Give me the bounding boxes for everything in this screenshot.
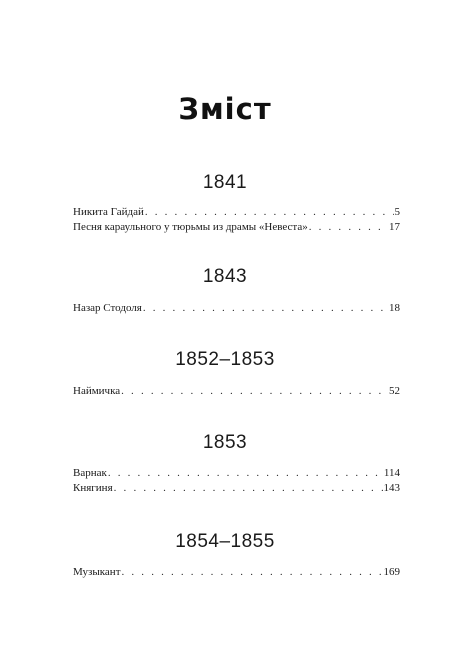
section-entries: [73, 205, 400, 235]
toc-entry-title: Никита Гайдай: [73, 206, 144, 218]
section-year: 1841: [202, 172, 248, 193]
leader-dots: [143, 301, 388, 316]
toc-entry[interactable]: [73, 205, 400, 220]
toc-entry[interactable]: [73, 565, 400, 580]
toc-entry-title: Варнак: [73, 467, 107, 479]
section-year: 1854–1855: [175, 531, 275, 552]
toc-entry-page: 17: [389, 221, 400, 233]
leader-dots: [108, 466, 383, 481]
leader-dots: [114, 481, 383, 496]
leader-dots: [121, 384, 388, 399]
section-entries: [73, 301, 400, 316]
leader-dots: [309, 220, 388, 235]
toc-entry[interactable]: [73, 481, 400, 496]
page-title: Зміст: [178, 92, 272, 126]
section-year: 1852–1853: [175, 349, 275, 370]
toc-entry[interactable]: [73, 384, 400, 399]
toc-entry-page: 18: [389, 302, 400, 314]
toc-entry-page: 114: [383, 467, 400, 479]
toc-entry[interactable]: [73, 220, 400, 235]
toc-entry-page: 5: [394, 206, 400, 218]
toc-entry-page: 52: [389, 385, 400, 397]
section-year: 1843: [202, 266, 248, 287]
toc-entry-title: Песня караульного у тюрьмы из драмы «Невеста»: [73, 221, 308, 233]
section-entries: [73, 565, 400, 580]
toc-entry-title: Музыкант: [73, 566, 121, 578]
section-year: 1853: [202, 432, 248, 453]
section-entries: [73, 384, 400, 399]
toc-entry[interactable]: [73, 301, 400, 316]
section-entries: [73, 466, 400, 496]
toc-entry-title: Княгиня: [73, 482, 113, 494]
toc-entry[interactable]: [73, 466, 400, 481]
leader-dots: [122, 565, 383, 580]
toc-entry-title: Назар Стодоля: [73, 302, 142, 314]
toc-entry-page: 169: [383, 566, 400, 578]
leader-dots: [145, 205, 394, 220]
toc-entry-title: Наймичка: [73, 385, 121, 397]
toc-entry-page: 143: [383, 482, 400, 494]
